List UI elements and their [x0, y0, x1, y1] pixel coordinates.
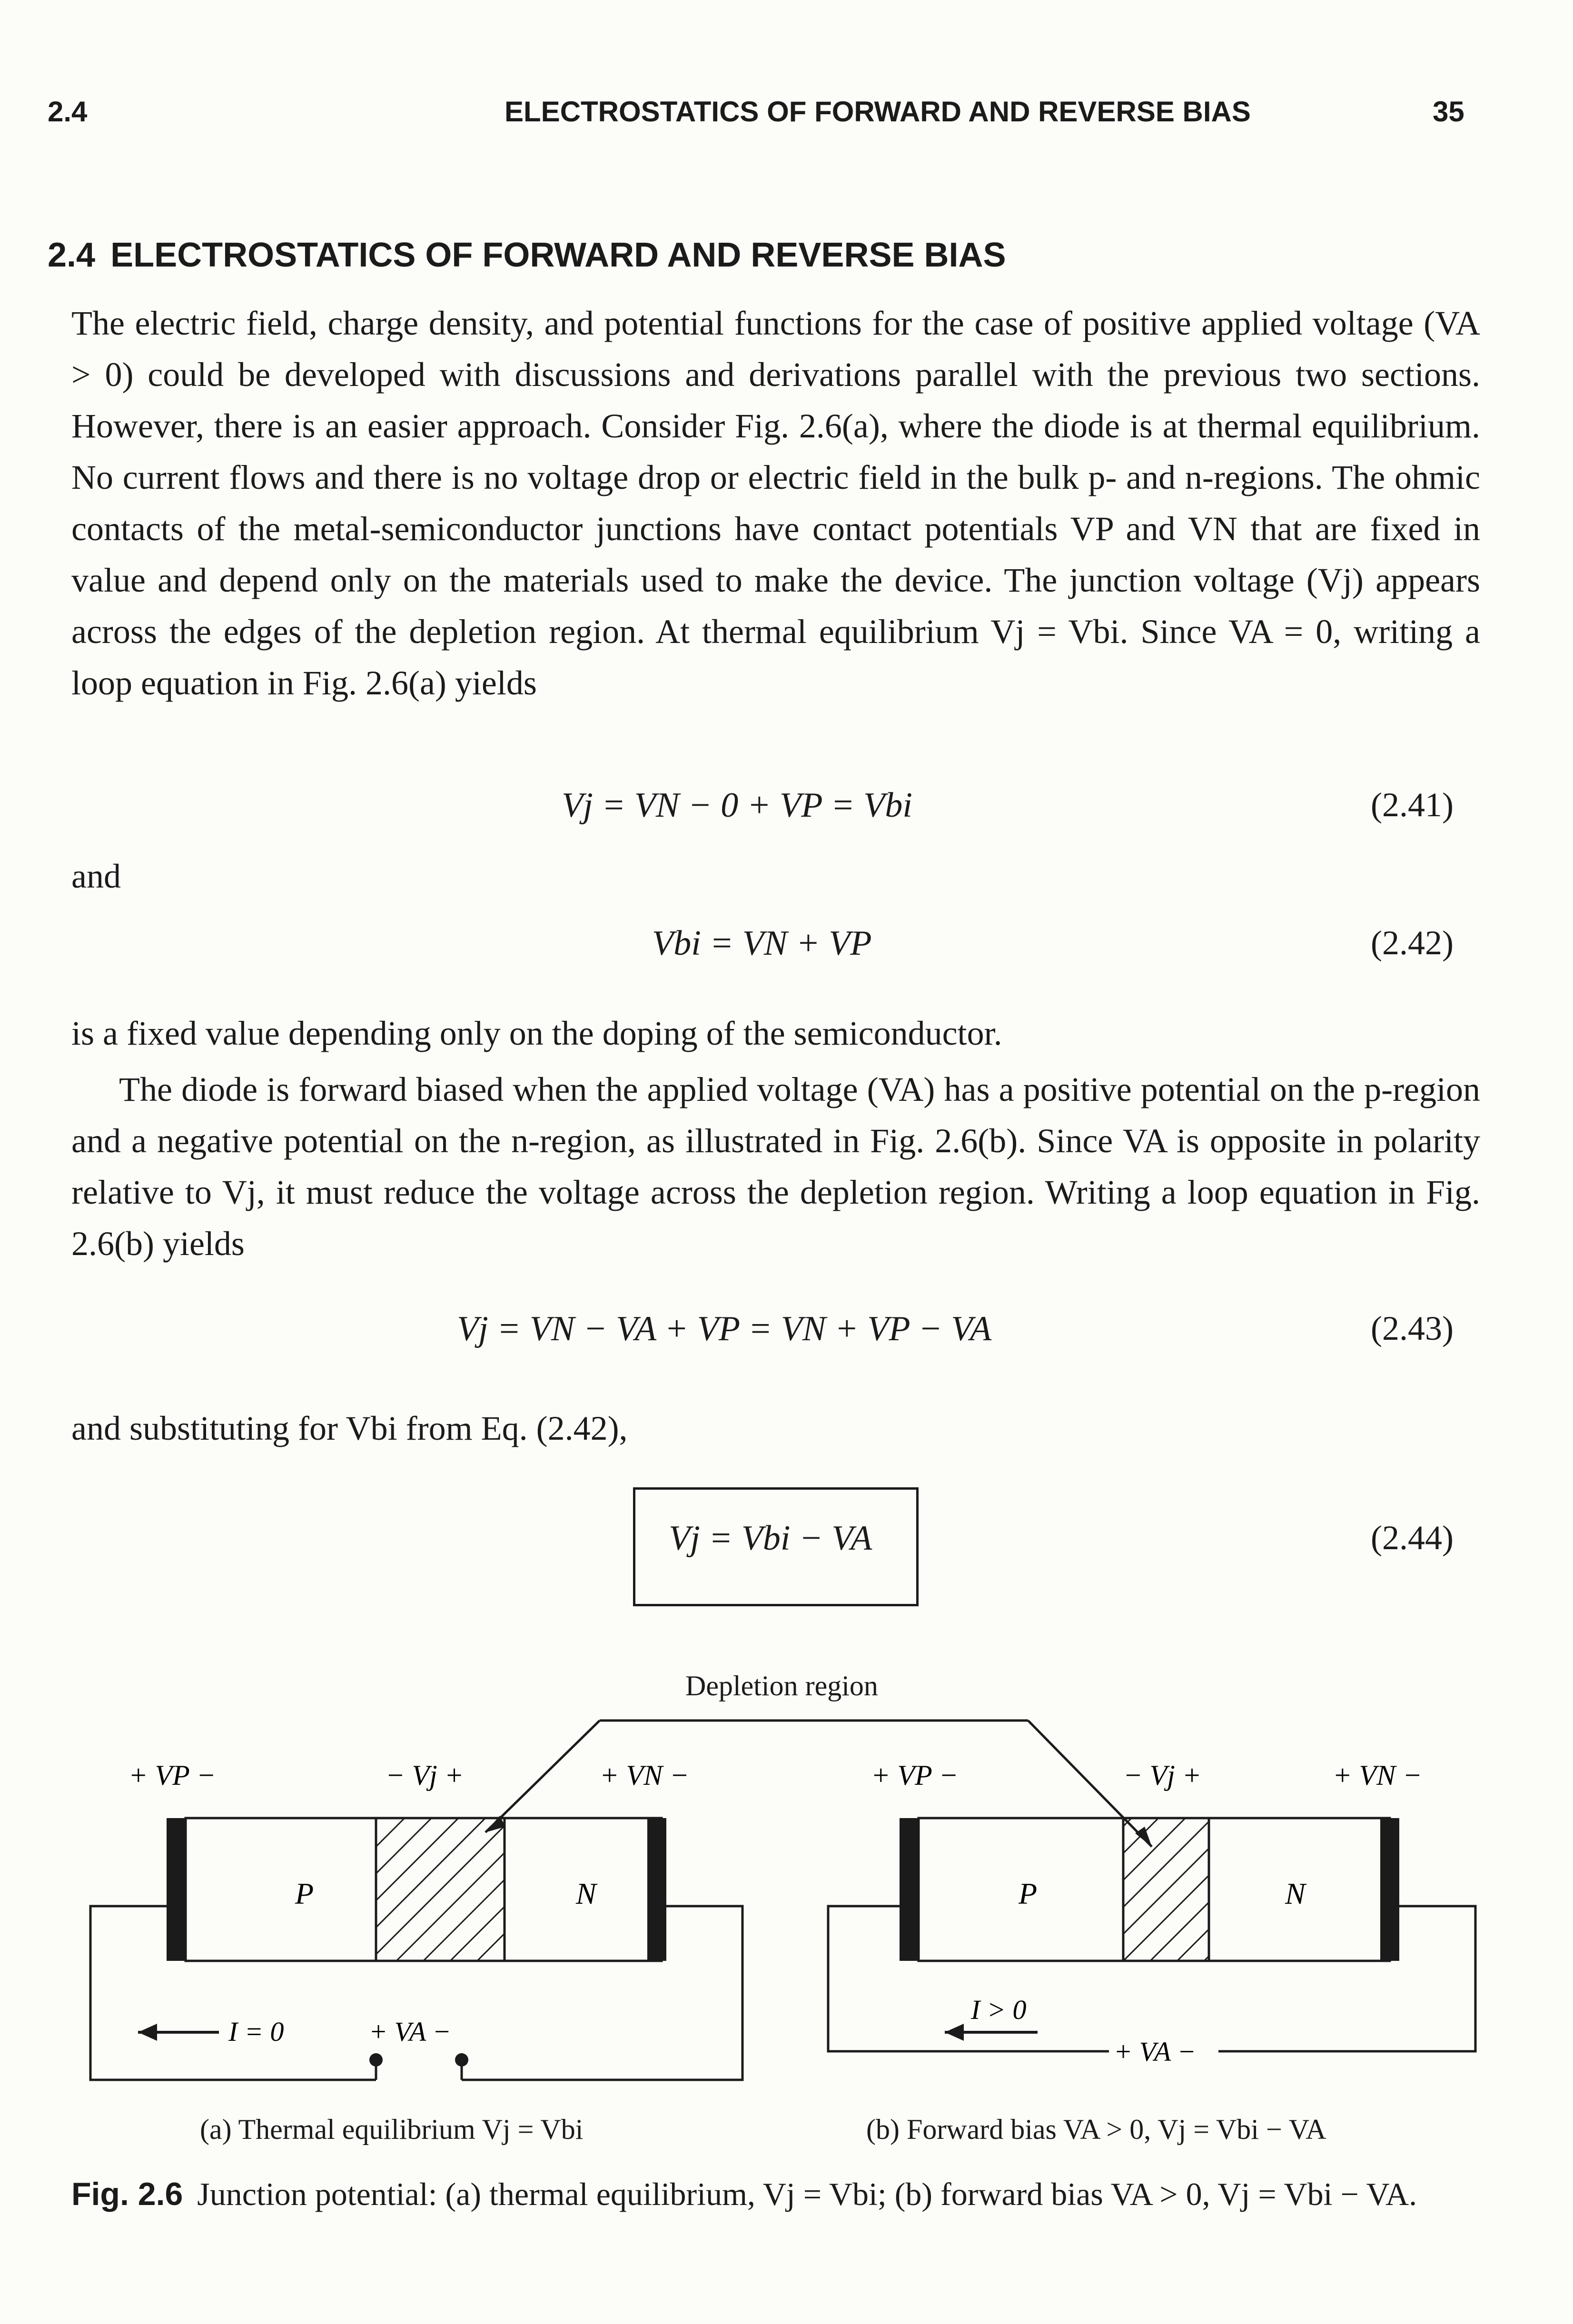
- terminal-dot-right-a: [455, 2053, 468, 2067]
- equation-2-44-box: [633, 1487, 919, 1606]
- terminal-dot-left-a: [369, 2053, 383, 2067]
- equation-2-44-number: (2.44): [1371, 1519, 1454, 1557]
- figure-caption-label: Fig. 2.6: [71, 2176, 183, 2212]
- running-head: [0, 90, 1573, 133]
- depletion-region-b: [1123, 1818, 1209, 1961]
- equation-2-41-number: (2.41): [1371, 786, 1454, 824]
- wire-left-b: [828, 1906, 1109, 2051]
- junction-diagram: [0, 1656, 1573, 2180]
- subcaption-a: (a) Thermal equilibrium Vj = Vbi: [200, 2114, 584, 2145]
- and-word: and: [71, 857, 121, 895]
- n-label-a: N: [576, 1877, 596, 1910]
- right-contact-b: [1380, 1818, 1399, 1961]
- page-number: 35: [1433, 96, 1464, 128]
- paragraph-2-text: The diode is forward biased when the applied voltage (VA) has a positive potential on the p-region and a negative potential on the n-region, as illustrated in Fig. 2.6(b). Since VA is opposite in polarity relative to Vj, it must reduce the voltage across the depletion region. Writing a loop equation in Fig. 2.6(b) yields: [71, 1070, 1480, 1263]
- depletion-leader-a: [485, 1721, 600, 1832]
- section-heading: [48, 236, 1006, 275]
- vj-label-a: − Vj +: [386, 1760, 464, 1791]
- left-contact-a: [167, 1818, 186, 1961]
- equation-2-44: Vj = Vbi − VA: [669, 1519, 872, 1558]
- current-label-b: I > 0: [971, 1994, 1027, 2025]
- running-head-section: 2.4: [48, 96, 88, 128]
- vn-label-a: + VN −: [600, 1760, 689, 1791]
- equation-2-42: Vbi = VN + VP: [652, 924, 872, 963]
- right-contact-a: [647, 1818, 666, 1961]
- current-arrowhead-a: [138, 2024, 157, 2041]
- equation-2-42-number: (2.42): [1371, 924, 1454, 962]
- after-eq-2-43: and substituting for Vbi from Eq. (2.42),: [71, 1409, 628, 1447]
- vp-label-b: + VP −: [871, 1760, 959, 1791]
- vp-label-a: + VP −: [129, 1760, 216, 1791]
- running-head-title: ELECTROSTATICS OF FORWARD AND REVERSE BIAS: [505, 96, 1251, 128]
- vn-label-b: + VN −: [1333, 1760, 1422, 1791]
- current-arrowhead-b: [945, 2024, 964, 2041]
- left-contact-b: [900, 1818, 919, 1961]
- after-eq-2-42: is a fixed value depending only on the doping of the semiconductor.: [71, 1014, 1002, 1052]
- p-label-a: P: [295, 1877, 314, 1910]
- va-label-b: + VA −: [1114, 2036, 1196, 2067]
- va-label-a: + VA −: [369, 2016, 451, 2047]
- subcaption-b: (b) Forward bias VA > 0, Vj = Vbi − VA: [866, 2114, 1326, 2145]
- current-label-a: I = 0: [228, 2016, 284, 2047]
- diagram-b: [828, 1760, 1475, 2067]
- n-label-b: N: [1285, 1877, 1306, 1910]
- equation-2-41: Vj = VN − 0 + VP = Vbi: [562, 786, 912, 825]
- section-number: 2.4: [48, 236, 96, 274]
- paragraph-2: [71, 1064, 1480, 1269]
- figure-caption-text: Junction potential: (a) thermal equilibrium, Vj = Vbi; (b) forward bias VA > 0, Vj = Vbi − VA.: [197, 2176, 1417, 2212]
- vj-label-b: − Vj +: [1123, 1760, 1202, 1791]
- wire-right-b: [1218, 1906, 1475, 2051]
- paragraph-1: The electric field, charge density, and potential functions for the case of positive applied voltage (VA > 0) could be developed with discussions and derivations parallel with the previous two sections. However, there is an easier approach. Consider Fig. 2.6(a), where the diode is at thermal equilibrium. No current flows and there is no voltage drop or electric field in the bulk p- and n-regions. The ohmic contacts of the metal-semiconductor junctions have contact potentials VP and VN that are fixed in value and depend only on the materials used to make the device. The junction voltage (Vj) appears across the edges of the depletion region. At thermal equilibrium Vj = Vbi. Since VA = 0, writing a loop equation in Fig. 2.6(a) yields: [71, 304, 1480, 702]
- depletion-label: Depletion region: [685, 1670, 878, 1701]
- equation-2-43-number: (2.43): [1371, 1309, 1454, 1347]
- equation-2-43: Vj = VN − VA + VP = VN + VP − VA: [457, 1309, 992, 1348]
- diagram-a: [90, 1760, 742, 2080]
- section-title: ELECTROSTATICS OF FORWARD AND REVERSE BIAS: [110, 236, 1006, 274]
- p-label-b: P: [1019, 1877, 1038, 1910]
- figure-2-6: [0, 1656, 1573, 2180]
- wire-left-a: [90, 1906, 376, 2080]
- depletion-region-a: [376, 1818, 505, 1961]
- figure-caption: [71, 2170, 1480, 2218]
